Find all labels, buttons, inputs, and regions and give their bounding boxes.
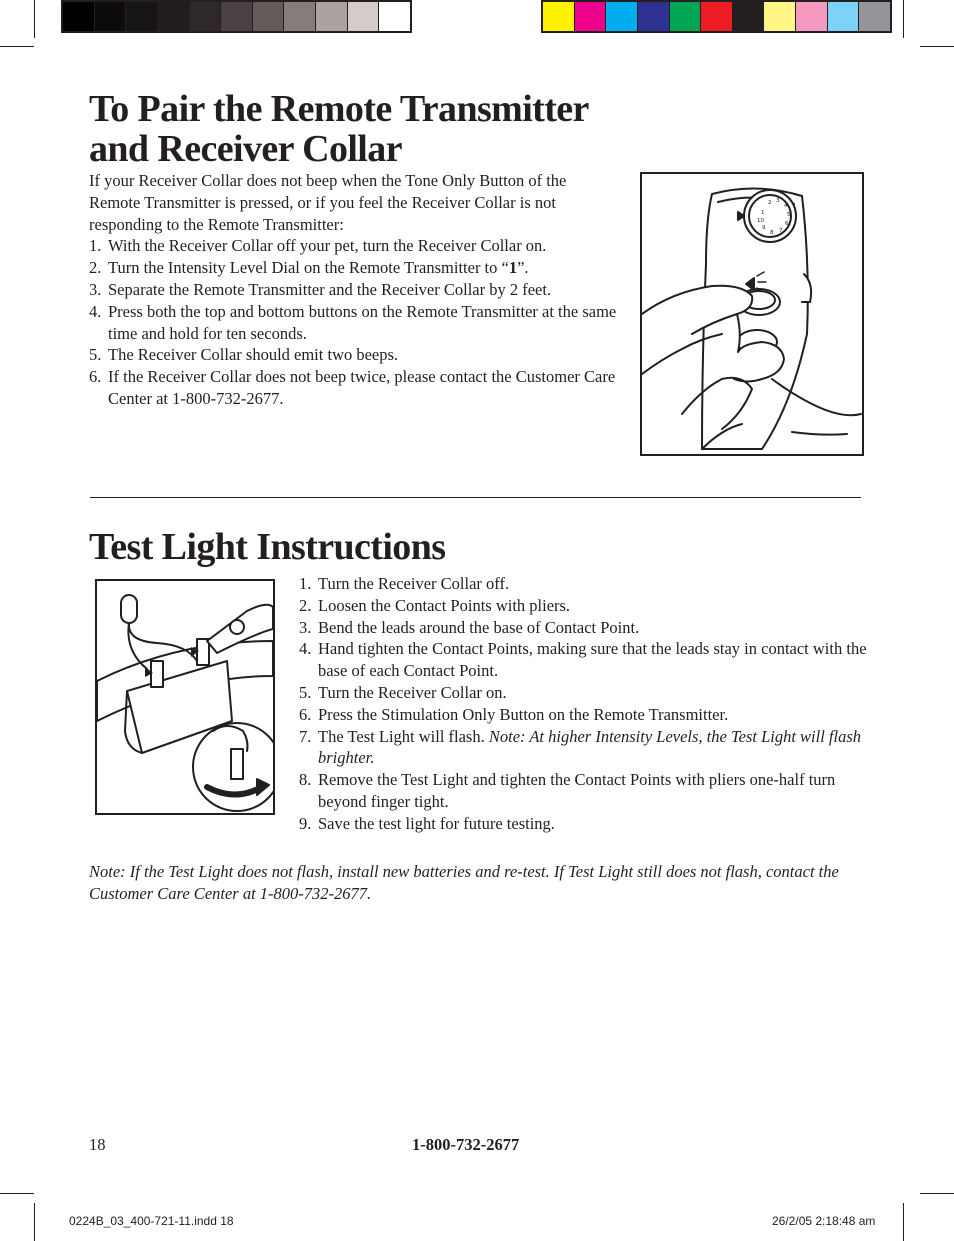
slug-file-name: 0224B_03_400-721-11.indd 18 <box>69 1214 234 1228</box>
grayscale-color-bar <box>61 0 412 33</box>
color-swatch <box>764 2 796 31</box>
list-item: 4. Hand tighten the Contact Points, making sure that the leads stay in contact with the base of each Contact Point. <box>299 639 867 681</box>
list-item: 3. Bend the leads around the base of Contact Point. <box>299 617 640 637</box>
list-item: 7. The Test Light will flash. Note: At higher Intensity Levels, the Test Light will flash brighter. <box>299 726 862 768</box>
list-item: 1. With the Receiver Collar off your pet, turn the Receiver Collar on. <box>89 236 547 256</box>
svg-text:2: 2 <box>768 200 772 206</box>
list-item: 6. Press the Stimulation Only Button on the Remote Transmitter. <box>299 704 729 724</box>
pair-title-line-2: and Receiver Collar <box>89 128 402 170</box>
test-instructions <box>299 573 869 835</box>
pair-title-line-1: To Pair the Remote Transmitter <box>89 88 589 130</box>
svg-text:7: 7 <box>779 228 783 234</box>
test-light-note: Note: If the Test Light does not flash, install new batteries and re-test. If Test Light still does not flash, contact the Customer Care Center at 1-800-732-2677. <box>89 862 839 903</box>
svg-text:10: 10 <box>757 218 764 224</box>
svg-text:5: 5 <box>787 212 791 218</box>
test-light-illustration <box>95 579 275 815</box>
color-swatch <box>253 2 285 31</box>
color-swatch <box>158 2 190 31</box>
crop-mark <box>34 0 35 38</box>
list-item: 8. Remove the Test Light and tighten the Contact Points with pliers one-half turn beyond finger tight. <box>299 770 836 811</box>
list-item: 9. Save the test light for future testing. <box>299 813 555 833</box>
pair-intro: If your Receiver Collar does not beep when the Tone Only Button of the Remote Transmitter is pressed, or if you feel the Receiver Collar is not responding to the Remote Transmitter: <box>89 171 567 234</box>
svg-text:8: 8 <box>770 230 774 236</box>
pair-steps-list <box>89 235 621 409</box>
section-divider <box>90 497 861 498</box>
color-swatch <box>95 2 127 31</box>
color-swatch <box>670 2 702 31</box>
crop-mark <box>34 1203 35 1241</box>
crop-mark <box>903 1203 904 1241</box>
color-swatch <box>284 2 316 31</box>
crop-mark <box>920 1193 954 1194</box>
page-number: 18 <box>89 1135 106 1154</box>
color-swatch <box>221 2 253 31</box>
crop-mark <box>903 0 904 38</box>
color-swatch <box>859 2 890 31</box>
pair-section-title <box>89 89 649 169</box>
color-swatch <box>701 2 733 31</box>
color-swatch <box>796 2 828 31</box>
test-steps-list <box>299 573 869 835</box>
color-swatch <box>733 2 765 31</box>
footer-phone: 1-800-732-2677 <box>412 1135 520 1154</box>
color-swatch <box>606 2 638 31</box>
list-item: 5. The Receiver Collar should emit two beeps. <box>89 345 399 365</box>
color-swatch <box>316 2 348 31</box>
svg-text:6: 6 <box>785 221 789 227</box>
process-color-bar <box>541 0 892 33</box>
collar-test-light-icon <box>97 581 273 813</box>
color-swatch <box>828 2 860 31</box>
step-note: Note: At higher Intensity Levels, the Test Light will flash brighter. <box>318 726 862 768</box>
color-swatch <box>575 2 607 31</box>
list-item: 2. Turn the Intensity Level Dial on the Remote Transmitter to “1”. <box>89 258 529 278</box>
color-swatch <box>63 2 95 31</box>
color-swatch <box>379 2 410 31</box>
list-item: 3. Separate the Remote Transmitter and the Receiver Collar by 2 feet. <box>89 279 552 299</box>
list-item: 5. Turn the Receiver Collar on. <box>299 682 507 702</box>
slug-date: 26/2/05 2:18:48 am <box>772 1214 876 1228</box>
svg-text:9: 9 <box>762 225 766 231</box>
color-swatch <box>543 2 575 31</box>
remote-transmitter-illustration <box>640 172 864 456</box>
list-item: 4. Press both the top and bottom buttons on the Remote Transmitter at the same time and hold for ten seconds. <box>89 301 617 343</box>
crop-mark <box>920 46 954 47</box>
hand-holding-remote-icon <box>642 174 862 454</box>
color-swatch <box>638 2 670 31</box>
crop-mark <box>0 46 34 47</box>
list-item: 2. Loosen the Contact Points with pliers. <box>299 595 571 615</box>
test-section-title: Test Light Instructions <box>89 526 446 568</box>
list-item: 1. Turn the Receiver Collar off. <box>299 574 510 593</box>
pair-instructions <box>89 170 621 410</box>
color-swatch <box>190 2 222 31</box>
color-swatch <box>126 2 158 31</box>
color-swatch <box>348 2 380 31</box>
list-item: 6. If the Receiver Collar does not beep twice, please contact the Customer Care Center at 1-800-732-2677. <box>89 367 616 408</box>
svg-text:4: 4 <box>784 203 788 209</box>
svg-text:3: 3 <box>776 198 780 204</box>
svg-text:1: 1 <box>761 210 765 216</box>
crop-mark <box>0 1193 34 1194</box>
